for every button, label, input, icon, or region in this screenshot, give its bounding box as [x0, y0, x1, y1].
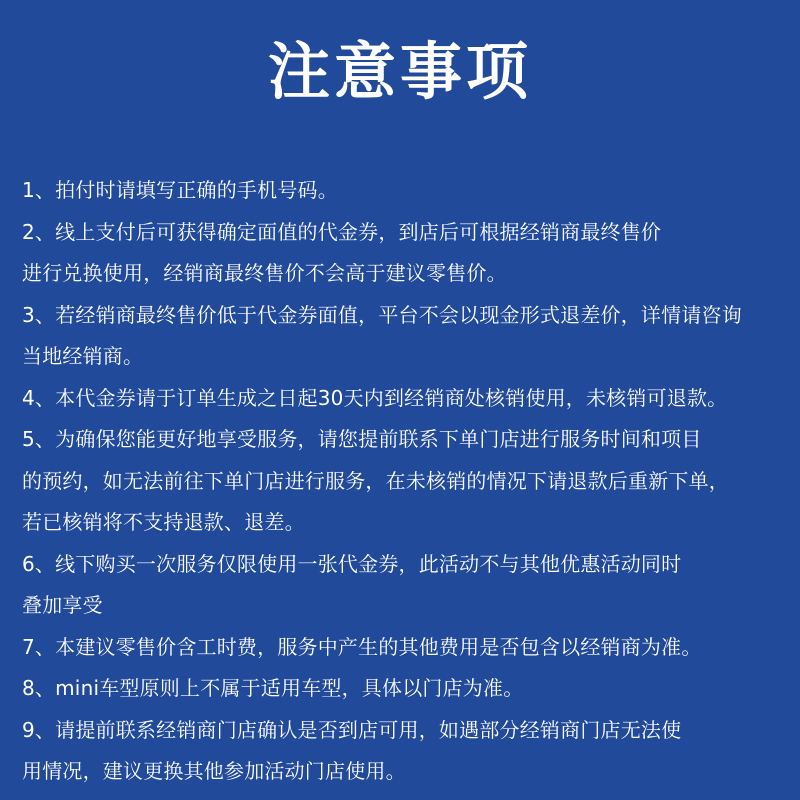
notice-item-5-line-1: 5、为确保您能更好地享受服务，请您提前联系下单门店进行服务时间和项目 [22, 427, 702, 451]
page-title: 注意事项 [267, 35, 532, 108]
notice-item-6-line-1: 6、线下购买一次服务仅限使用一张代金券，此活动不与其他优惠活动同时 [22, 551, 682, 576]
notice-list [22, 170, 792, 793]
notice-item-2-line-2: 进行兑换使用，经销商最终售价不会高于建议零售价。 [22, 261, 507, 285]
notice-item-3-line-2: 当地经销商。 [22, 344, 144, 368]
notice-item-2-line-1: 2、线上支付后可获得确定面值的代金券，到店后可根据经销商最终售价 [22, 219, 662, 244]
notice-item-8-line-1: 8、mini车型原则上不属于适用车型，具体以门店为准。 [22, 676, 524, 700]
notice-item-4-line-1: 4、本代金券请于订单生成之日起30天内到经销商处核销使用，未核销可退款。 [22, 385, 728, 410]
notice-item-9-line-1: 9、请提前联系经销商门店确认是否到店可用，如遇部分经销商门店无法使 [22, 717, 682, 742]
notice-item-7-line-1: 7、本建议零售价含工时费，服务中产生的其他费用是否包含以经销商为准。 [22, 634, 702, 659]
notice-item-5-line-3: 若已核销将不支持退款、退差。 [22, 510, 305, 534]
notice-item-3-line-1: 3、若经销商最终售价低于代金券面值，平台不会以现金形式退差价，详情请咨询 [22, 302, 742, 327]
notice-item-6-line-2: 叠加享受 [22, 593, 103, 617]
notice-item-9-line-2: 用情况，建议更换其他参加活动门店使用。 [22, 759, 406, 783]
notice-item-5-line-2: 的预约，如无法前往下单门店进行服务，在未核销的情况下请退款后重新下单， [22, 468, 729, 493]
notice-item-1-line-1: 1、拍付时请填写正确的手机号码。 [22, 178, 338, 202]
